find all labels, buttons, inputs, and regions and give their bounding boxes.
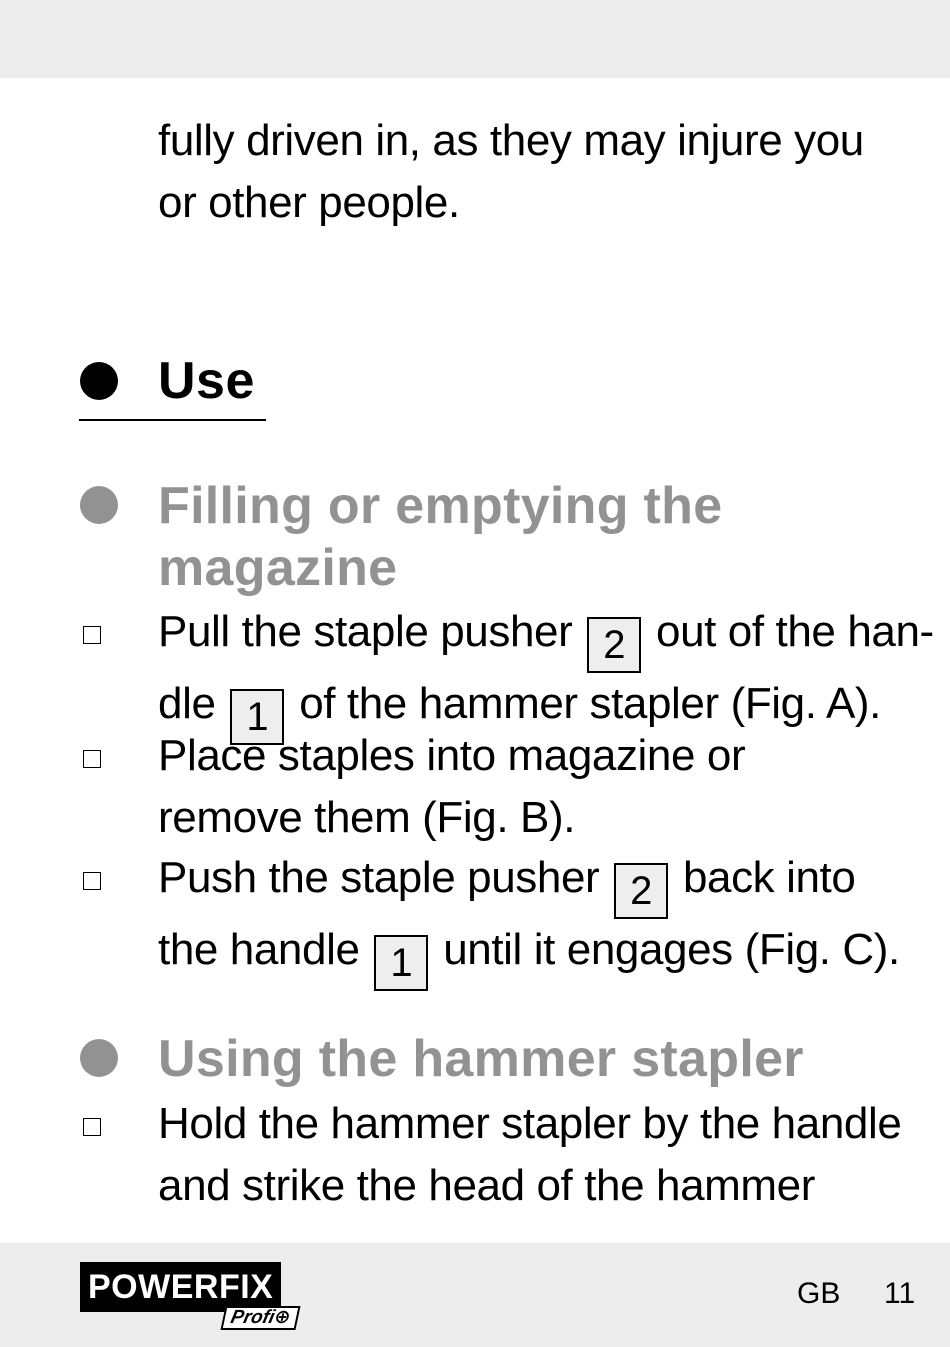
intro-line-2: or other people.	[158, 178, 460, 227]
logo-sub-badge: Profi⊕	[220, 1306, 300, 1330]
list-checkbox-icon	[83, 1118, 101, 1136]
list-item-line	[158, 847, 900, 919]
language-code: GB	[797, 1277, 841, 1310]
list-item-text: Push the staple pusher	[158, 853, 600, 902]
list-item-text: dle	[158, 679, 216, 728]
intro-line-1: fully driven in, as they may injure you	[158, 116, 864, 165]
part-reference-box: 2	[614, 863, 668, 919]
list-item-line: Hold the hammer stapler by the handle	[158, 1099, 902, 1148]
subsection-heading-filling-line-2: magazine	[158, 539, 398, 597]
list-item-text: the handle	[158, 925, 360, 974]
part-reference-box: 1	[374, 935, 428, 991]
list-item-text: back into	[682, 853, 856, 902]
logo-wordmark: POWERFIX	[80, 1262, 281, 1312]
list-item	[158, 725, 745, 849]
page-header-band	[0, 0, 950, 78]
list-checkbox-icon	[83, 750, 101, 768]
list-item-line	[158, 601, 934, 673]
list-checkbox-icon	[83, 872, 101, 890]
list-item-text: Pull the staple pusher	[158, 607, 573, 656]
list-item-line	[158, 919, 900, 991]
list-item	[158, 847, 900, 991]
subsection-heading-filling	[158, 475, 722, 599]
powerfix-logo	[80, 1262, 293, 1328]
part-reference-box: 2	[587, 617, 641, 673]
intro-paragraph	[158, 110, 864, 234]
subsection-bullet-icon	[80, 1039, 118, 1077]
list-item	[158, 601, 934, 745]
section-heading-use: Use	[158, 352, 255, 410]
list-item-text: out of the han-	[656, 607, 934, 656]
list-item-line: remove them (Fig. B).	[158, 793, 576, 842]
list-checkbox-icon	[83, 626, 101, 644]
list-item-line: Place staples into magazine or	[158, 731, 746, 780]
list-item-text: until it engages (Fig. C).	[443, 925, 900, 974]
page-number: 11	[884, 1277, 916, 1310]
subsection-heading-using: Using the hammer stapler	[158, 1030, 804, 1088]
list-item-line: and strike the head of the hammer	[158, 1161, 815, 1210]
subsection-heading-filling-line-1: Filling or emptying the	[158, 477, 723, 535]
subsection-bullet-icon	[80, 486, 118, 524]
list-item-text: of the hammer stapler (Fig. A).	[299, 679, 882, 728]
heading-underline	[79, 419, 266, 421]
part-reference-box: 1	[230, 689, 284, 745]
section-bullet-icon	[80, 362, 118, 400]
list-item	[158, 1093, 901, 1217]
